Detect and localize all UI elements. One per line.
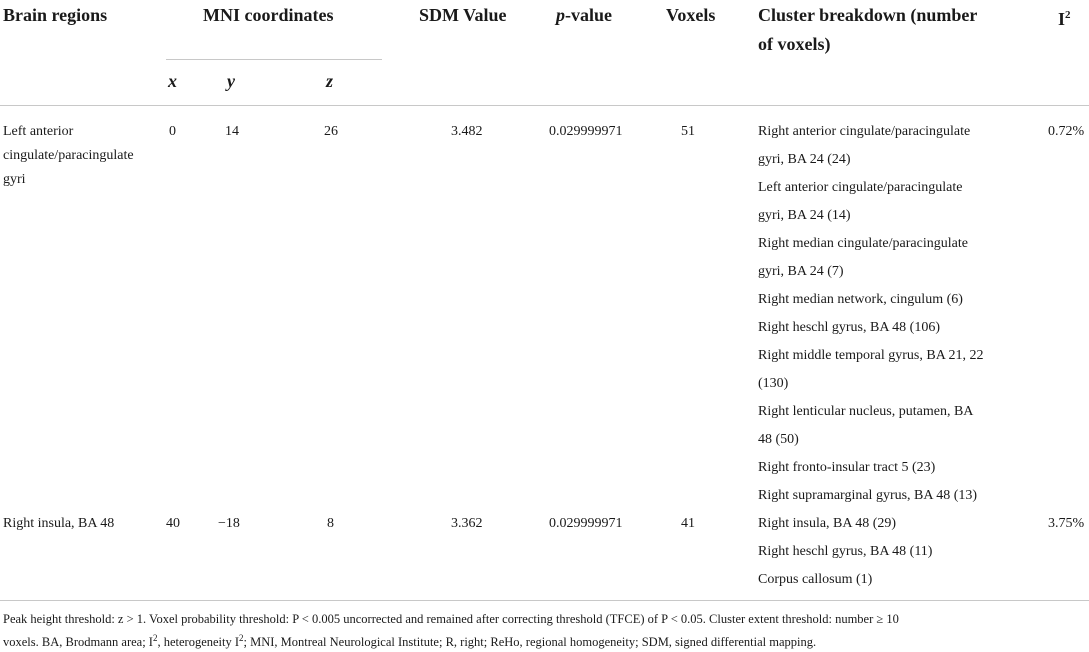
row1-z: 26 bbox=[324, 124, 338, 139]
row1-breakdown-line: Right supramarginal gyrus, BA 48 (13) bbox=[758, 488, 978, 503]
row1-breakdown-line: Right lenticular nucleus, putamen, BA bbox=[758, 404, 974, 419]
footnote-line1: Peak height threshold: z > 1. Voxel probability threshold: P < 0.005 uncorrected and remained after correcting threshold (TFCE) of P < 0.05. Cluster extent threshold: number ≥ 10 bbox=[3, 612, 899, 626]
row2-sdm-value: 3.362 bbox=[451, 516, 483, 531]
row1-breakdown-line: Right middle temporal gyrus, BA 21, 22 bbox=[758, 348, 984, 363]
footnote-line2-a: voxels. BA, Brodmann area; I bbox=[3, 635, 153, 650]
row2-breakdown-line: Right insula, BA 48 (29) bbox=[758, 516, 897, 531]
row1-breakdown-line: Right median cingulate/paracingulate bbox=[758, 236, 968, 251]
row1-breakdown-line: (130) bbox=[758, 376, 789, 391]
row2-y: −18 bbox=[218, 516, 240, 531]
row2-z: 8 bbox=[327, 516, 334, 531]
table-bottom-rule bbox=[0, 600, 1089, 601]
header-cluster-breakdown-line1: Cluster breakdown (number bbox=[758, 5, 978, 25]
row1-x: 0 bbox=[169, 124, 176, 139]
row1-breakdown-line: Right anterior cingulate/paracingulate bbox=[758, 124, 971, 139]
header-mni-coordinates: MNI coordinates bbox=[203, 5, 334, 25]
row1-region-line2: cingulate/paracingulate bbox=[3, 148, 134, 163]
header-i2 bbox=[1058, 4, 1071, 30]
row1-region-line1: Left anterior bbox=[3, 124, 74, 139]
header-brain-regions: Brain regions bbox=[3, 5, 108, 25]
row1-breakdown-line: Right median network, cingulum (6) bbox=[758, 292, 963, 307]
header-bottom-rule bbox=[0, 105, 1089, 106]
row2-i2: 3.75% bbox=[1048, 516, 1085, 531]
row2-breakdown-line: Right heschl gyrus, BA 48 (11) bbox=[758, 544, 933, 559]
row1-breakdown-line: gyri, BA 24 (14) bbox=[758, 208, 851, 223]
row1-y: 14 bbox=[225, 124, 239, 139]
header-y: y bbox=[227, 71, 235, 91]
row1-breakdown-line: Left anterior cingulate/paracingulate bbox=[758, 180, 963, 195]
row2-p-value: 0.029999971 bbox=[549, 516, 623, 531]
row1-breakdown-line: gyri, BA 24 (24) bbox=[758, 152, 851, 167]
footnote-line2-c: ; MNI, Montreal Neurological Institute; R, right; ReHo, regional homogeneity; SDM, signed differential mapping. bbox=[243, 635, 817, 650]
footnote-line2-b: , heterogeneity I bbox=[157, 635, 240, 650]
header-voxels: Voxels bbox=[666, 5, 716, 25]
row2-voxels: 41 bbox=[681, 516, 695, 531]
row2-region-line1: Right insula, BA 48 bbox=[3, 516, 115, 531]
row2-breakdown-line: Corpus callosum (1) bbox=[758, 572, 873, 587]
row1-breakdown-line: Right heschl gyrus, BA 48 (106) bbox=[758, 320, 940, 335]
row2-x: 40 bbox=[166, 516, 180, 531]
header-p-value bbox=[556, 4, 612, 26]
row1-breakdown-line: 48 (50) bbox=[758, 432, 799, 447]
header-z: z bbox=[326, 71, 334, 91]
row1-p-value: 0.029999971 bbox=[549, 124, 623, 139]
header-p-italic: p bbox=[556, 5, 565, 25]
row1-sdm-value: 3.482 bbox=[451, 124, 483, 139]
mni-subheader-rule bbox=[166, 59, 382, 60]
row1-region-line3: gyri bbox=[3, 172, 26, 187]
header-cluster-breakdown-line2: of voxels) bbox=[758, 34, 831, 54]
row1-i2: 0.72% bbox=[1048, 124, 1085, 139]
row1-breakdown-line: gyri, BA 24 (7) bbox=[758, 264, 844, 279]
header-p-rest: -value bbox=[565, 5, 612, 25]
footnote-sup1: 2 bbox=[152, 633, 158, 643]
footnote-sup2: 2 bbox=[239, 633, 244, 643]
header-i2-sup: 2 bbox=[1065, 9, 1071, 21]
row1-breakdown-line: Right fronto-insular tract 5 (23) bbox=[758, 460, 936, 475]
header-i2-base: I bbox=[1058, 9, 1066, 29]
header-x: x bbox=[168, 71, 177, 91]
footnote-line2 bbox=[3, 629, 816, 652]
header-sdm-value: SDM Value bbox=[419, 5, 507, 25]
row1-voxels: 51 bbox=[681, 124, 695, 139]
